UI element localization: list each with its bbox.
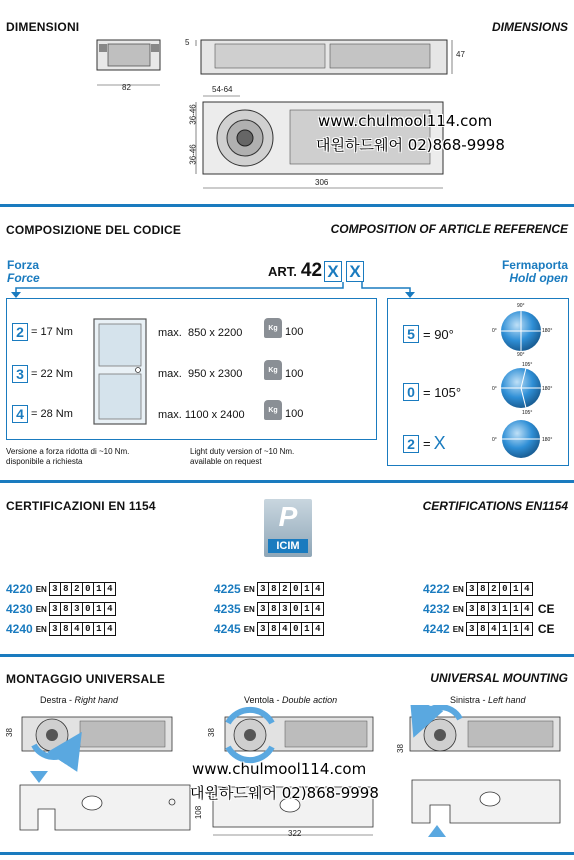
dim-47: 47 xyxy=(456,50,465,59)
door-drawing xyxy=(93,318,148,426)
mounting-title: MONTAGGIO UNIVERSALE xyxy=(6,672,166,686)
dial1-90: 90° xyxy=(517,303,525,309)
note-it: Versione a forza ridotta di ~10 Nm. disponibile a richiesta xyxy=(6,447,130,466)
dim-82: 82 xyxy=(122,83,131,92)
dial2-105b: 105° xyxy=(522,410,533,416)
watermark-phone-2: 대원하드웨어 02)868-9998 xyxy=(190,784,379,802)
watermark-url-2: www.chulmool114.com xyxy=(192,760,367,778)
cert-row-4245: 4245 EN 3 8 4 0 1 4 xyxy=(214,621,324,637)
cert-digits: 3 8 3 1 1 4 xyxy=(467,602,533,616)
hold-code-0: 0 xyxy=(403,383,419,401)
art-number: 42 xyxy=(300,260,323,281)
cert-digits: 3 8 2 0 1 4 xyxy=(467,582,533,596)
dial-none xyxy=(502,420,540,458)
force-row-1 xyxy=(12,323,73,341)
cert-row-4232: 4232 EN 3 8 3 1 1 4 CE xyxy=(423,602,555,616)
cert-row-4242: 4242 EN 3 8 4 1 1 4 CE xyxy=(423,622,555,636)
certifications-title: CERTIFICAZIONI EN 1154 xyxy=(6,499,156,513)
mounting-title-en: UNIVERSAL MOUNTING xyxy=(430,671,568,685)
cert-row-4220: 4220 EN 3 8 2 0 1 4 xyxy=(6,581,116,597)
weight-icon: Kg xyxy=(264,360,282,380)
note-en: Light duty version of ~10 Nm. available on request xyxy=(190,447,295,466)
force-value-3: = 28 Nm xyxy=(31,408,73,420)
cert-digits: 3 8 4 0 1 4 xyxy=(258,622,324,636)
icim-logo xyxy=(264,499,312,557)
right-hand-label: Destra - Right hand xyxy=(40,695,119,705)
certifications-title-en: CERTIFICATIONS EN1154 xyxy=(422,499,568,513)
force-row-2 xyxy=(12,365,73,383)
dial3-180: 180° xyxy=(542,437,553,443)
art-x-force: X xyxy=(324,261,342,282)
divider-2 xyxy=(0,480,574,483)
force-row-3 xyxy=(12,405,73,423)
right-hand-drawing xyxy=(20,717,190,830)
dial-105 xyxy=(501,368,541,408)
hold-value-1: = 90° xyxy=(423,326,454,342)
force-label-en: Force xyxy=(7,271,40,285)
left-hand-drawing xyxy=(410,707,560,837)
weight-1 xyxy=(264,318,303,338)
dim-36-46-top: 36-46 xyxy=(188,104,198,125)
mount-dim-38-double: 38 xyxy=(206,728,216,737)
hold-label-en: Hold open xyxy=(509,271,568,285)
hold-row-1 xyxy=(403,325,454,343)
dim-5: 5 xyxy=(185,38,190,47)
max-size-3: max. 1100 x 2400 xyxy=(158,409,245,421)
hold-row-2 xyxy=(403,383,461,401)
weight-icon: Kg xyxy=(264,400,282,420)
cert-row-4230: 4230 EN 3 8 3 0 1 4 xyxy=(6,601,116,617)
force-code-3: 3 xyxy=(12,365,28,383)
side-view-drawing xyxy=(196,40,452,74)
mount-dim-108: 108 xyxy=(194,805,204,820)
cert-digits: 3 8 3 0 1 4 xyxy=(50,602,116,616)
weight-3 xyxy=(264,400,303,420)
divider-1 xyxy=(0,204,574,207)
mount-dim-38-right: 38 xyxy=(4,728,14,737)
dial2-105: 105° xyxy=(522,362,533,368)
weight-value-2: 100 xyxy=(285,368,304,380)
dimensions-title-en: DIMENSIONS xyxy=(491,20,568,34)
cert-digits: 3 8 2 0 1 4 xyxy=(50,582,116,596)
end-view-drawing xyxy=(97,40,160,85)
cert-row-4240: 4240 EN 3 8 4 0 1 4 xyxy=(6,621,116,637)
watermark-url: www.chulmool114.com xyxy=(318,112,493,130)
connector-arrows xyxy=(0,278,574,300)
max-size-1: max. 850 x 2200 xyxy=(158,327,243,339)
hold-row-3 xyxy=(403,433,446,454)
left-hand-label: Sinistra - Left hand xyxy=(450,695,526,705)
dial2-180: 180° xyxy=(542,386,553,392)
cert-row-4225: 4225 EN 3 8 2 0 1 4 xyxy=(214,581,324,597)
weight-value-3: 100 xyxy=(285,408,304,420)
art-x-hold: X xyxy=(346,261,364,282)
art-prefix: ART. xyxy=(268,263,297,279)
composition-title-en: COMPOSITION OF ARTICLE REFERENCE xyxy=(330,222,568,236)
ce-mark: CE xyxy=(537,622,555,636)
cert-digits: 3 8 3 0 1 4 xyxy=(258,602,324,616)
icim-logo-text: ICIM xyxy=(268,539,308,553)
mount-dim-38-left: 38 xyxy=(395,744,405,753)
cert-digits: 3 8 4 1 1 4 xyxy=(467,622,533,636)
dim-306: 306 xyxy=(315,178,329,187)
cert-row-4235: 4235 EN 3 8 3 0 1 4 xyxy=(214,601,324,617)
dial-90 xyxy=(501,311,541,351)
watermark-phone: 대원하드웨어 02)868-9998 xyxy=(316,136,505,154)
cert-digits: 3 8 2 0 1 4 xyxy=(258,582,324,596)
weight-icon: Kg xyxy=(264,318,282,338)
weight-2 xyxy=(264,360,303,380)
dial3-0: 0° xyxy=(492,437,497,443)
dim-36-46-bottom: 36-46 xyxy=(188,144,198,165)
icim-logo-letter: P xyxy=(278,501,298,532)
dial1-0: 0° xyxy=(492,328,497,334)
weight-value-1: 100 xyxy=(285,326,304,338)
force-value-2: = 22 Nm xyxy=(31,368,73,380)
hold-label-it: Fermaporta xyxy=(501,258,568,272)
cert-row-4222: 4222 EN 3 8 2 0 1 4 xyxy=(423,581,533,597)
dim-54-64: 54-64 xyxy=(212,85,233,94)
divider-4 xyxy=(0,852,574,855)
force-value-1: = 17 Nm xyxy=(31,326,73,338)
double-action-label: Ventola - Double action xyxy=(244,695,338,705)
hold-none-symbol: X xyxy=(433,433,446,453)
mount-dim-322: 322 xyxy=(288,829,302,838)
divider-3 xyxy=(0,654,574,657)
dial1-180: 180° xyxy=(542,328,553,334)
dial1-90b: 90° xyxy=(517,352,525,358)
composition-title: COMPOSIZIONE DEL CODICE xyxy=(6,223,182,237)
dimensions-title: DIMENSIONI xyxy=(6,20,80,34)
cert-digits: 3 8 4 0 1 4 xyxy=(50,622,116,636)
force-code-2: 2 xyxy=(12,323,28,341)
force-label-it: Forza xyxy=(7,258,40,272)
hold-value-2: = 105° xyxy=(423,384,462,400)
ce-mark: CE xyxy=(537,602,555,616)
hold-code-5: 5 xyxy=(403,325,419,343)
hold-value-3: = xyxy=(423,436,431,451)
force-code-4: 4 xyxy=(12,405,28,423)
max-size-2: max. 950 x 2300 xyxy=(158,368,243,380)
hold-open-dials xyxy=(490,298,568,464)
dial2-0: 0° xyxy=(492,386,497,392)
hold-code-2: 2 xyxy=(403,435,419,453)
